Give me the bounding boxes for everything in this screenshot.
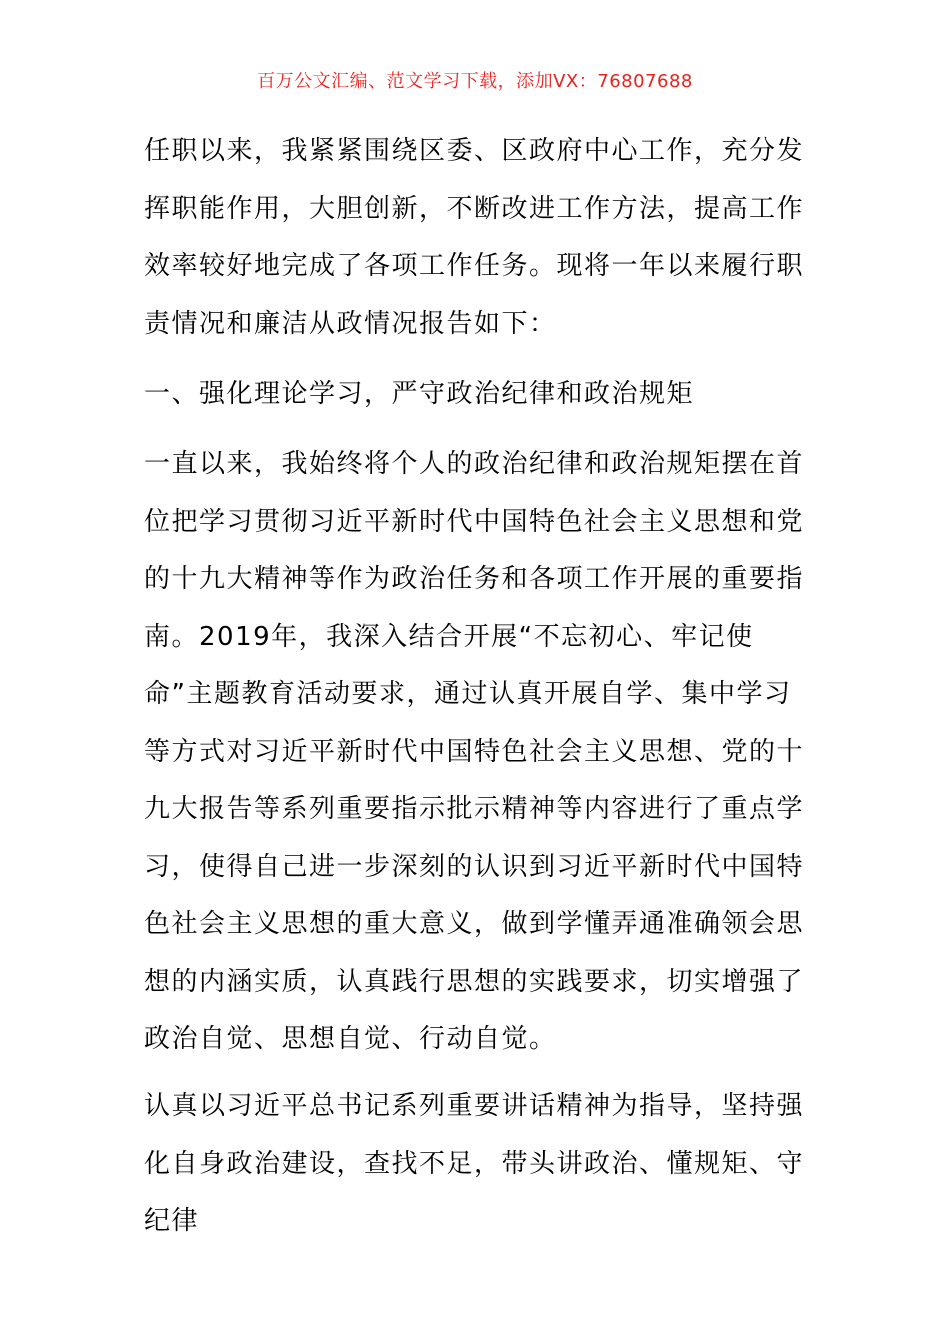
section-1-paragraph-1: 一直以来，我始终将个人的政治纪律和政治规矩摆在首位把学习贯彻习近平新时代中国特色社会主义思想和党的十九大精神等作为政治任务和各项工作开展的重要指南。2019年，我深入结合开展“不忘初心、牢记使命”主题教育活动要求，通过认真开展自学、集中学习等方式对习近平新时代中国特色社会主义思想、党的十九大报告等系列重要指示批示精神等内容进行了重点学习，使得自己进一步深刻的认识到习近平新时代中国特色社会主义思想的重大意义，做到学懂弄通准确领会思想的内涵实质，认真践行思想的实践要求，切实增强了政治自觉、思想自觉、行动自觉。 bbox=[144, 449, 805, 1054]
section-heading-1: 一、强化理论学习，严守政治纪律和政治规矩 bbox=[144, 379, 695, 409]
intro-paragraph: 任职以来，我紧紧围绕区委、区政府中心工作，充分发挥职能作用，大胆创新，不断改进工作方法，提高工作效率较好地完成了各项工作任务。现将一年以来履行职责情况和廉洁从政情况报告如下： bbox=[144, 136, 805, 339]
download-notice-header: 百万公文汇编、范文学习下载，添加VX：76807688 bbox=[257, 71, 693, 92]
section-1-paragraph-2: 认真以习近平总书记系列重要讲话精神为指导，坚持强化自身政治建设，查找不足，带头讲政治、懂规矩、守纪律 bbox=[144, 1091, 805, 1236]
